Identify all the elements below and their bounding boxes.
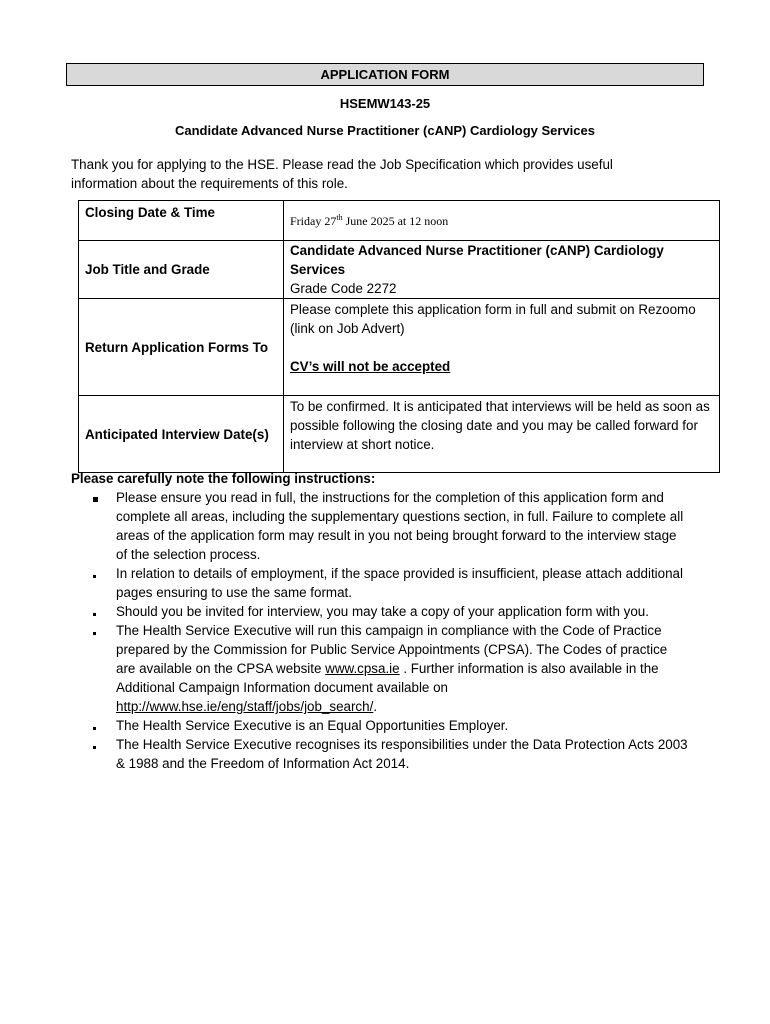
interview-dates-label: Anticipated Interview Date(s) (79, 396, 284, 473)
instruction-item (90, 621, 690, 716)
instruction-item (90, 735, 690, 773)
return-forms-value (284, 299, 720, 396)
closing-date-value (284, 201, 720, 241)
job-title-label: Job Title and Grade (79, 241, 284, 299)
instruction-text: The Health Service Executive recognises its responsibilities under the Data Protection Acts 2003 & 1988 and the Freedom of Information Act 2014. (116, 737, 688, 771)
instruction-text: Please ensure you read in full, the instructions for the completion of this application form and complete all areas, including the supplementary questions section, in full. Failure to complete all areas of the application form may result in you not being brought forward to the interview stage of the selection process. (116, 490, 684, 562)
details-table (78, 200, 720, 473)
closing-date-day: Friday 27 (290, 213, 337, 228)
instruction-item (90, 602, 690, 621)
interview-dates-row (79, 396, 720, 473)
grade-code-text: Grade Code 2272 (290, 281, 397, 296)
cv-warning-text: CV’s will not be accepted (290, 359, 451, 374)
cpsa-text-end: . (373, 699, 378, 714)
cpsa-text-middle: . Further information is also available in the Additional Campaign Information document available on (116, 661, 659, 695)
job-title-value (284, 241, 720, 299)
closing-date-text (290, 214, 448, 228)
form-banner: APPLICATION FORM (66, 63, 704, 86)
cpsa-text-start: The Health Service Executive will run this campaign in compliance with the Code of Practice prepared by the Commission for Public Service Appointments (CPSA). The Codes of practice are available on the CPSA website (116, 623, 668, 676)
return-forms-label: Return Application Forms To (79, 299, 284, 396)
hse-jobs-link[interactable]: http://www.hse.ie/eng/staff/jobs/job_search/ (116, 699, 374, 714)
square-bullet-icon (93, 488, 107, 507)
return-forms-text: Please complete this application form in full and submit on Rezoomo (link on Job Advert) (290, 302, 696, 336)
closing-date-row (79, 201, 720, 241)
dot-bullet-icon (93, 564, 107, 583)
instruction-item (90, 716, 690, 735)
reference-code: HSEMW143-25 (339, 96, 431, 111)
cpsa-website-link[interactable]: www.cpsa.ie (325, 661, 400, 676)
closing-date-label: Closing Date & Time (79, 201, 284, 241)
instruction-text: The Health Service Executive is an Equal Opportunities Employer. (116, 718, 509, 733)
instruction-text: Should you be invited for interview, you may take a copy of your application form with you. (116, 604, 649, 619)
instruction-text (116, 623, 667, 714)
instruction-item (90, 564, 690, 602)
dot-bullet-icon (93, 621, 107, 640)
dot-bullet-icon (93, 716, 107, 735)
interview-dates-value: To be confirmed. It is anticipated that interviews will be held as soon as possible following the closing date and you may be called forward for interview at short notice. (284, 396, 720, 473)
post-title: Candidate Advanced Nurse Practitioner (cANP) Cardiology Services (175, 123, 595, 138)
dot-bullet-icon (93, 602, 107, 621)
intro-text: Thank you for applying to the HSE. Please read the Job Specification which provides useful information about the requirements of this role. (71, 157, 613, 191)
instruction-item (90, 488, 690, 564)
closing-date-rest: June 2025 at 12 noon (342, 213, 449, 228)
instruction-text: In relation to details of employment, if the space provided is insufficient, please attach additional pages ensuring to use the same format. (116, 566, 683, 600)
instructions-list (90, 488, 690, 773)
job-title-text: Candidate Advanced Nurse Practitioner (cANP) Cardiology Services (290, 243, 664, 277)
job-title-row (79, 241, 720, 299)
return-forms-row (79, 299, 720, 396)
instructions-heading: Please carefully note the following instructions: (71, 471, 376, 486)
closing-date-ordinal: th (336, 212, 343, 222)
dot-bullet-icon (93, 735, 107, 754)
